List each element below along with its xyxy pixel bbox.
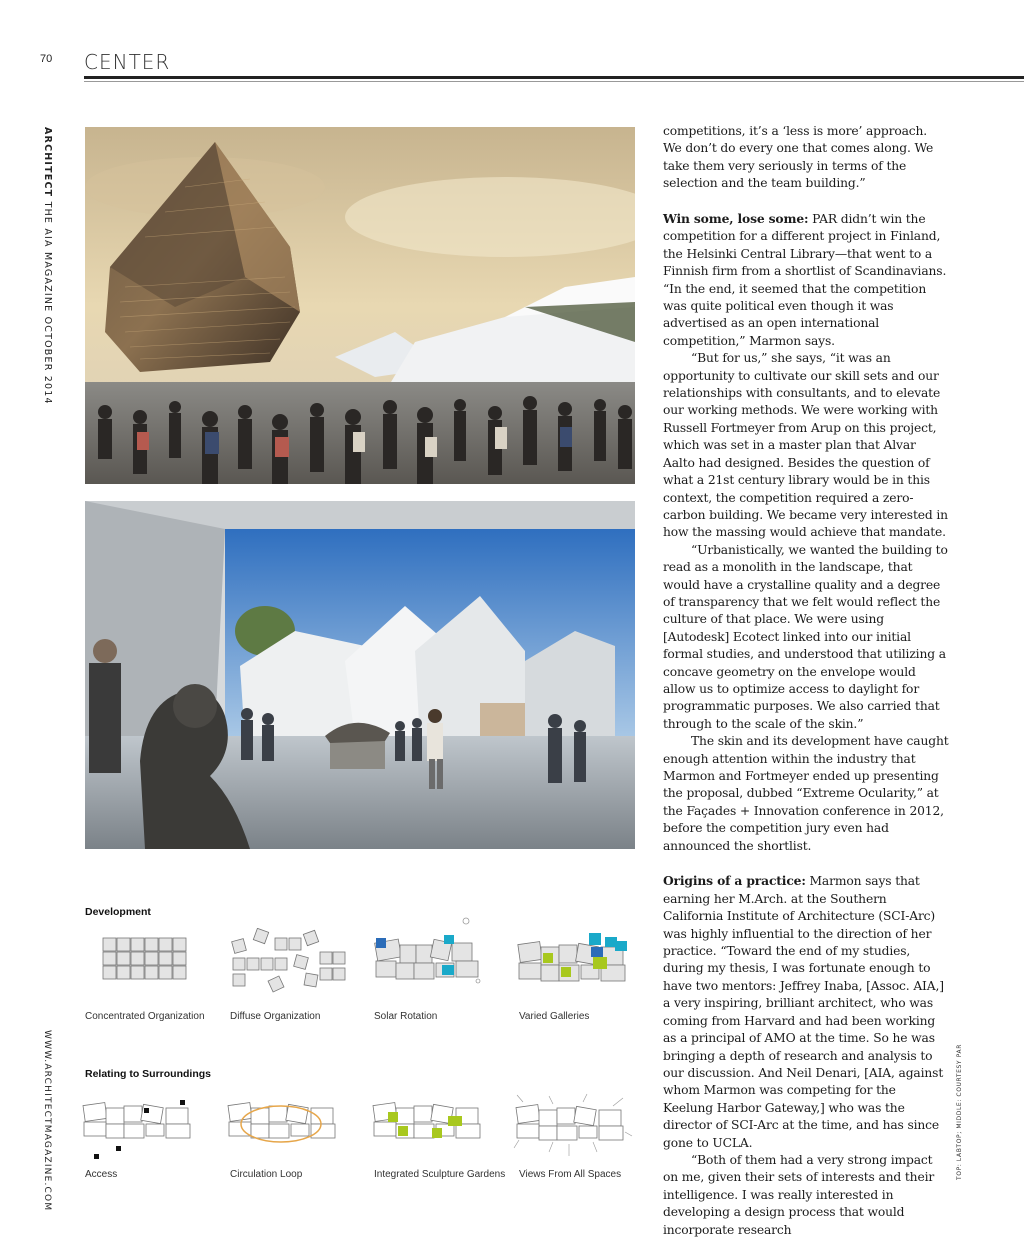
diagram-label-diffuse: Diffuse Organization: [230, 1011, 321, 1022]
article-column: [663, 123, 949, 1237]
article-paragraph-origins: [663, 872, 949, 1152]
section-title: CENTER: [84, 50, 171, 74]
header-rule: [84, 76, 1024, 79]
diagram-label-concentrated: Concentrated Organization: [85, 1011, 205, 1022]
sculpture-gardens-diagram: [370, 1092, 490, 1162]
varied-galleries-diagram: [515, 925, 635, 1010]
library-rendering-photo: [85, 127, 635, 484]
page-number: 70: [40, 53, 53, 65]
gallery-rendering-photo: [85, 501, 635, 849]
article-paragraph: “But for us,” she says, “it was an opportunity to cultivate our skill sets and our relationships with consultants, and to elevate our working methods. We were working with Russell Fortmeyer from Arup on this project, which was set in a master plan that Alvar Aalto had designed. Besides the question of what a 21st century library would be in this context, the competition required a zero-carbon building. We became very interested in how the massing would achieve that mandate.: [663, 351, 948, 540]
magazine-url: WWW.ARCHITECTMAGAZINE.COM: [42, 1030, 52, 1212]
diagram-label-solar: Solar Rotation: [374, 1011, 438, 1022]
article-paragraph: competitions, it’s a ‘less is more’ approach. We don’t do every one that comes along. We take them very seriously in terms of the selection and the team building.”: [663, 124, 934, 191]
access-diagram: [80, 1090, 200, 1165]
header-rule-thin: [84, 81, 1024, 82]
article-paragraph-win-some: [663, 210, 949, 350]
concentrated-organization-diagram: [95, 928, 225, 1008]
photo-credit: TOP: LABTOP; MIDDLE: COURTESY PAR: [956, 1044, 963, 1180]
magazine-spine-label: [42, 127, 53, 405]
development-heading: Development: [85, 906, 151, 918]
article-paragraph: The skin and its development have caught enough attention within the industry that Marmon and Fortmeyer ended up presenting the proposal, dubbed “Extreme Ocularity,” at the Façades + Innovation conference in 2012, before the competition jury even had announced the shortlist.: [663, 734, 949, 853]
diffuse-organization-diagram: [225, 928, 355, 1008]
circulation-loop-diagram: [225, 1092, 345, 1162]
article-paragraph: “Both of them had a very strong impact on me, given their sets of interests and their intelligence. I was really interested in developing a design process that would incorporate research: [663, 1152, 935, 1237]
surroundings-heading: Relating to Surroundings: [85, 1068, 211, 1080]
subhead-origins: Origins of a practice:: [663, 873, 806, 889]
subhead-win-some: Win some, lose some:: [663, 211, 809, 227]
solar-rotation-diagram: [370, 913, 490, 1008]
diagram-label-circulation: Circulation Loop: [230, 1169, 303, 1180]
article-paragraph: “Urbanistically, we wanted the building to read as a monolith in the landscape, that would have a crystalline quality and a degree of transparency that we felt would reflect the culture of that place. We were using [Autodesk] Ecotect linked into our initial formal studies, and understood that utilizing a concave geometry on the envelope would allow us to optimize access to daylight for programmatic purposes. We also carried that through to the scale of the skin.”: [663, 542, 948, 731]
magazine-issue: THE AIA MAGAZINE OCTOBER 2014: [42, 197, 53, 405]
paragraph-body: Marmon says that earning her M.Arch. at the Southern California Institute of Architecture (SCI-Arc) was highly influential to the direction of her practice. “Toward the end of my studies, during my thesis, I was fortunate enough to have two mentors: Jeffrey Inaba, [Assoc. AIA,] a very inspiring, brilliant architect, who was coming from Harvard and had been working as a principal of AMO at the time. So he was bringing a depth of research and analysis to our discussion. And Neil Denari, [AIA, against whom Marmon was competing for the Keelung Harbor Gateway,] who was the director of SCI-Arc at the time, and has since gone to UCLA.: [663, 874, 944, 1150]
magazine-name: ARCHITECT: [42, 127, 53, 198]
views-diagram: [513, 1092, 633, 1162]
diagram-label-access: Access: [85, 1169, 118, 1180]
paragraph-body: PAR didn’t win the competition for a different project in Finland, the Helsinki Central Library—that went to a Finnish firm from a shortlist of Scandinavians. “In the end, it seemed that the competition was quite political even though it was advertised as an open international competition,” Marmon says.: [663, 212, 947, 348]
diagram-label-sculpture: Integrated Sculpture Gardens: [374, 1169, 506, 1180]
diagram-label-views: Views From All Spaces: [519, 1169, 622, 1180]
diagram-label-galleries: Varied Galleries: [519, 1011, 590, 1022]
